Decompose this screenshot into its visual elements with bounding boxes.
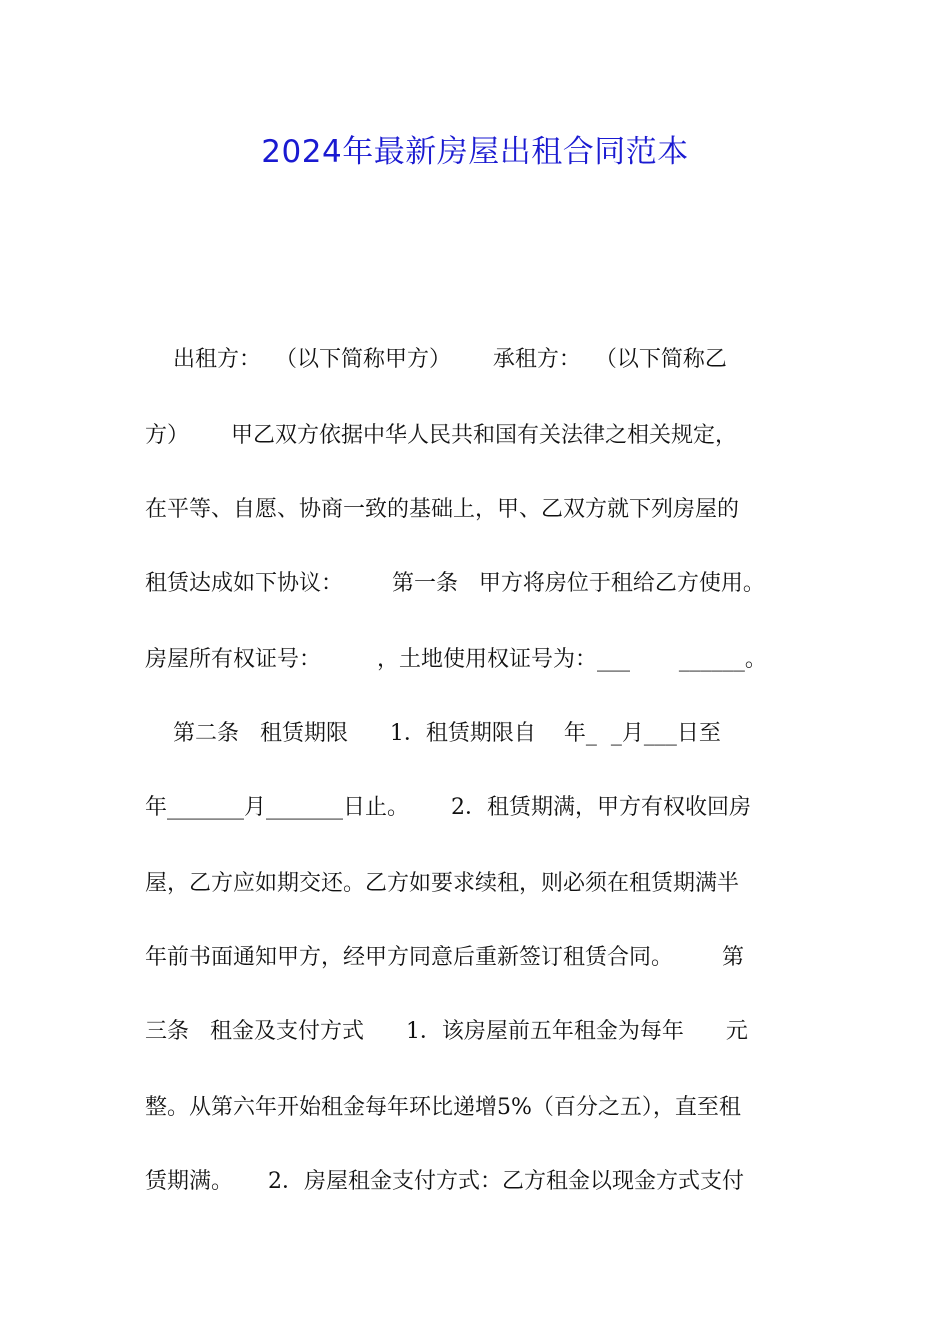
contract-text-line: 出租方： （以下简称甲方） 承租方： （以下简称乙: [145, 347, 727, 372]
contract-text-line: 在平等、自愿、协商一致的基础上，甲、乙双方就下列房屋的: [145, 497, 740, 522]
contract-text-line: 屋，乙方应如期交还。乙方如要求续租，则必须在租赁期满半: [145, 871, 740, 896]
page-title: 2024年最新房屋出租合同范本: [261, 134, 689, 170]
contract-text-line: 整。从第六年开始租金每年环比递增5%（百分之五），直至租: [145, 1095, 741, 1120]
contract-text-line: 年前书面通知甲方，经甲方同意后重新签订租赁合同。 第: [145, 945, 744, 970]
contract-text-line: 三条 租金及支付方式 1．该房屋前五年租金为每年 元: [145, 1019, 748, 1044]
contract-text-line: 租赁达成如下协议： 第一条 甲方将房位于租给乙方使用。: [145, 571, 765, 596]
contract-text-line: 赁期满。 2．房屋租金支付方式：乙方租金以现金方式支付: [145, 1169, 744, 1194]
contract-text-line: 方） 甲乙双方依据中华人民共和国有关法律之相关规定，: [145, 423, 737, 448]
contract-text-line: 房屋所有权证号： ，土地使用权证号为：___ ______。: [145, 647, 767, 672]
contract-text-line: 第二条 租赁期限 1．租赁期限自 年_ _月___日至: [145, 721, 721, 746]
contract-text-line: 年_______月_______日止。 2．租赁期满，甲方有权收回房: [145, 795, 751, 820]
